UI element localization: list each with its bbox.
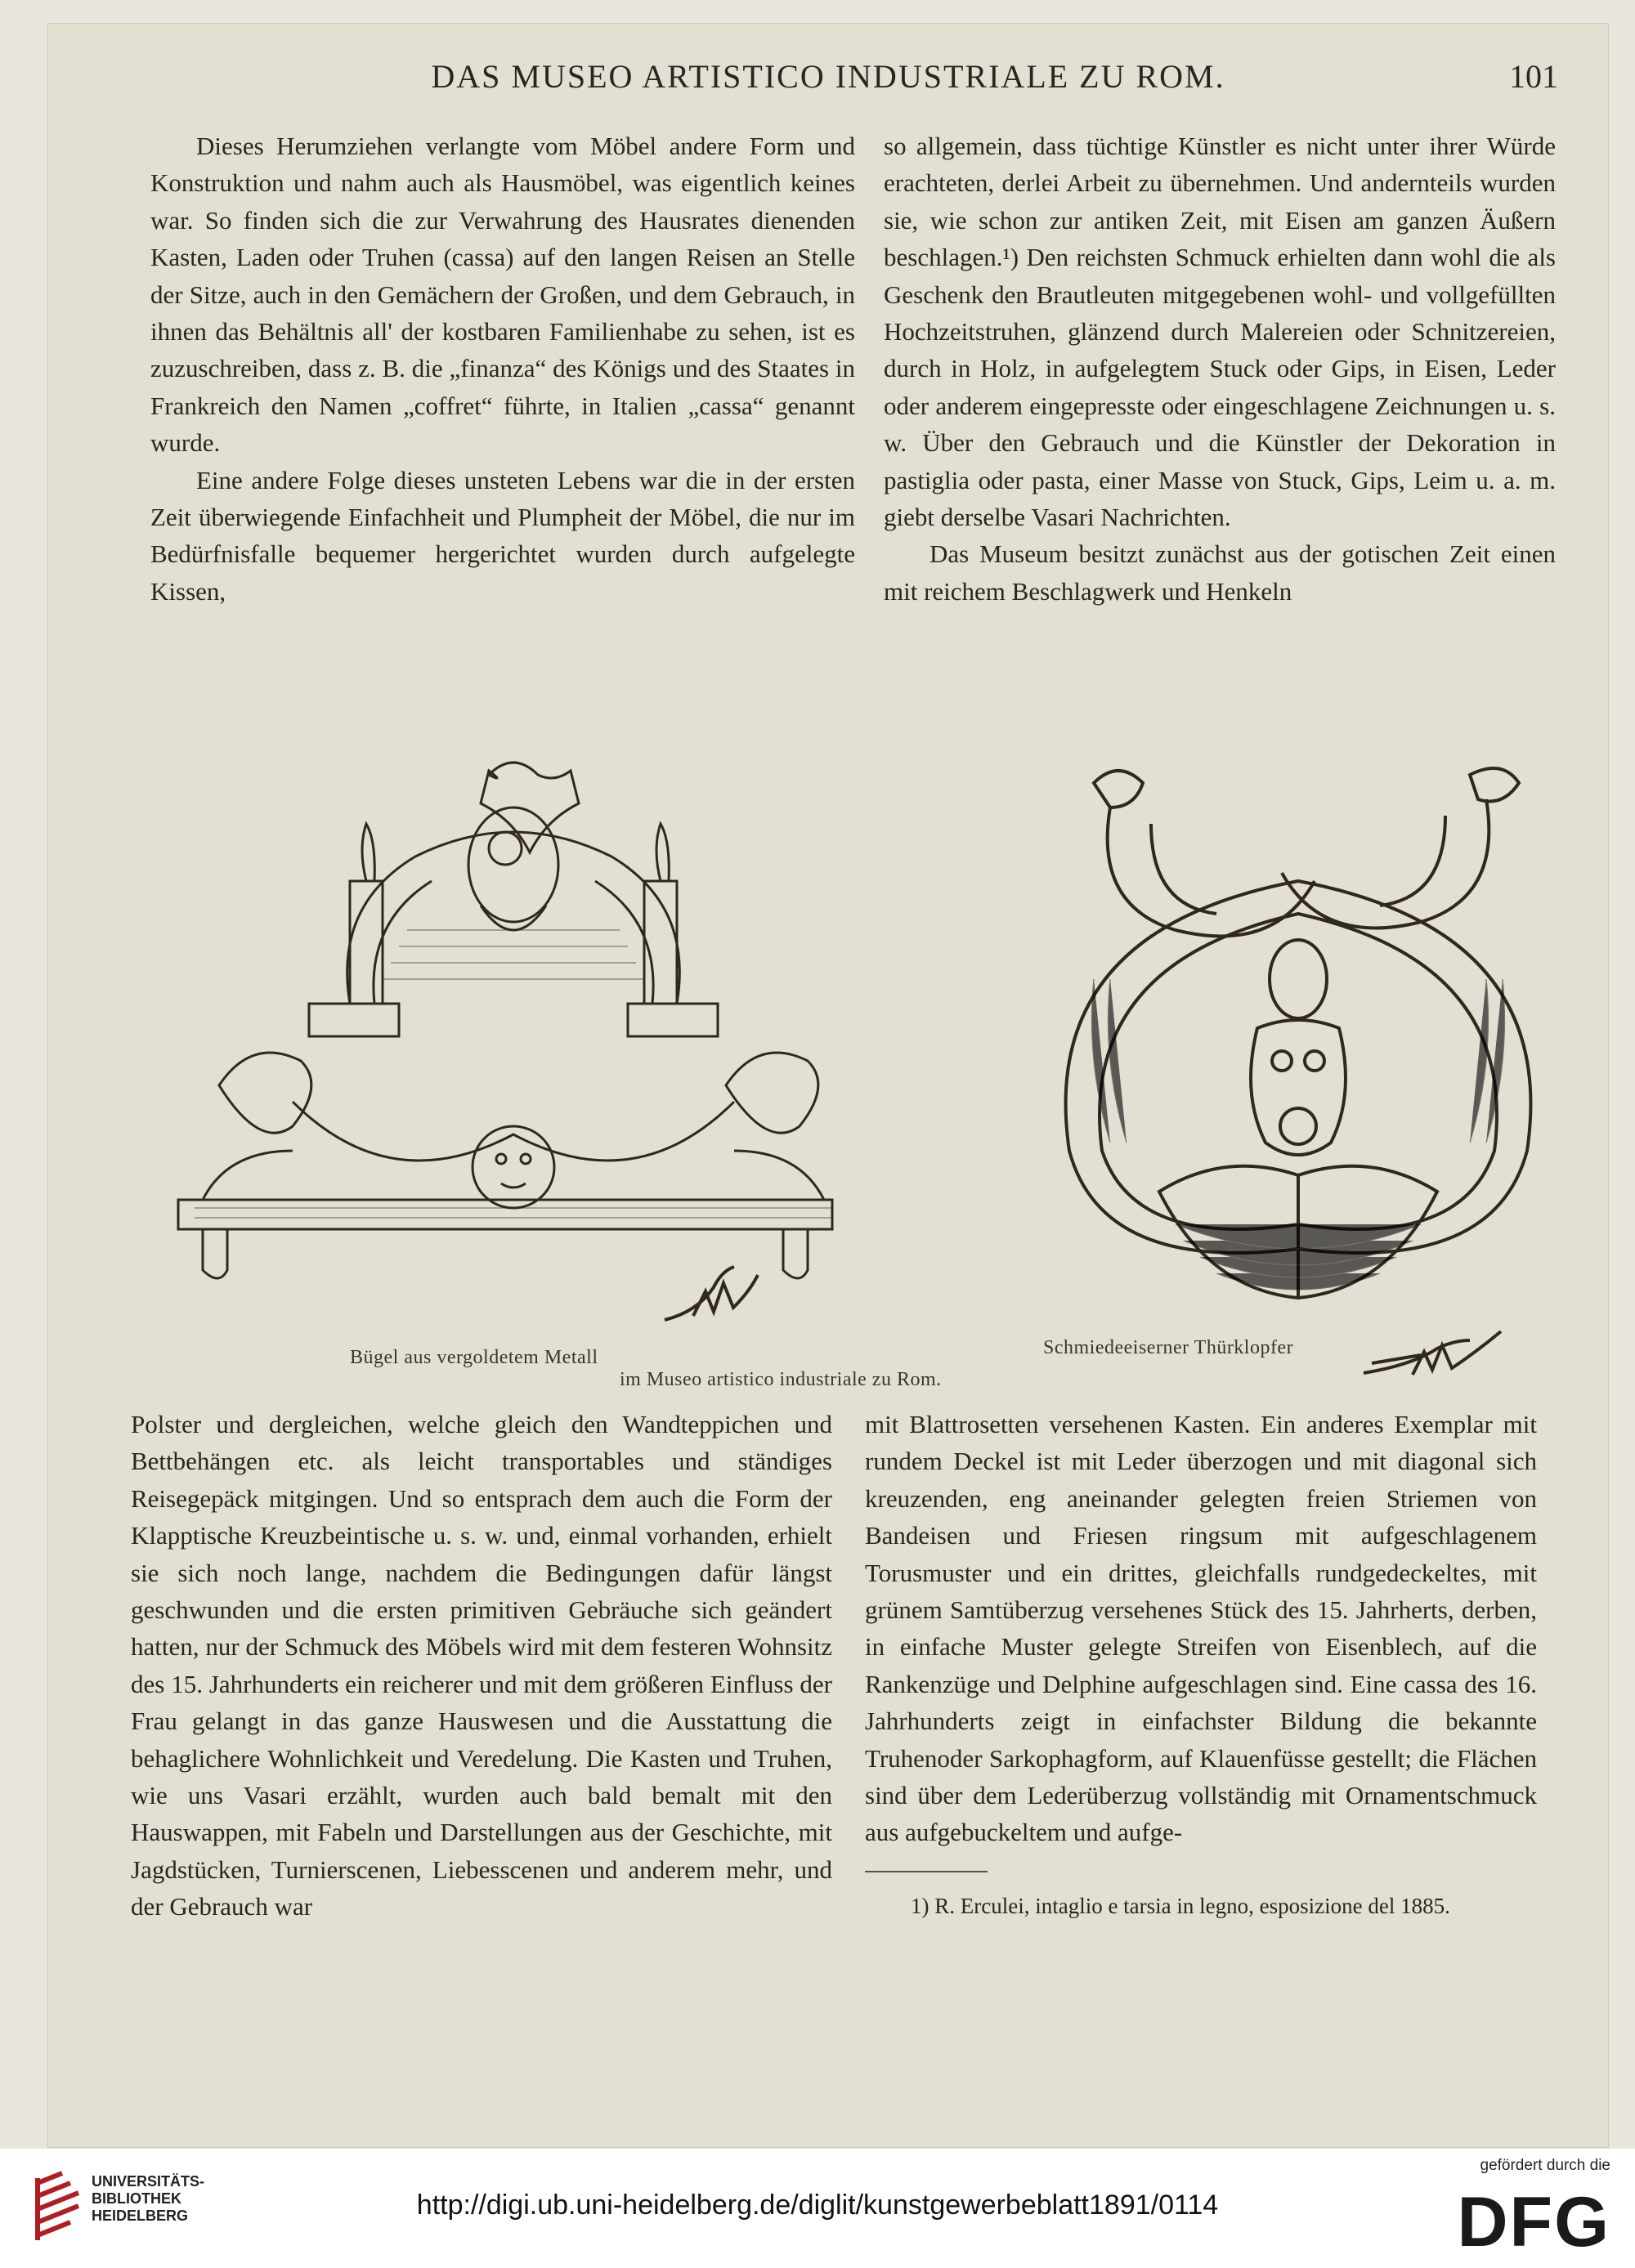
library-name: UNIVERSITÄTS- BIBLIOTHEK HEIDELBERG xyxy=(92,2173,205,2224)
text-column-bottom-left xyxy=(131,1406,832,1926)
paragraph: so allgemein, dass tüchtige Künstler es nicht unter ihrer Würde erachteten, derlei Arbeit zu übernehmen. Und andernteils wurden sie, wie schon zur antiken Zeit, mit Eisen am ganzen Äußern beschlagen.¹) Den reichsten Schmuck erhielten dann wohl die als Geschenk den Brautleuten mitgegebenen wohl- und vollgefüllten Hochzeitstruhen, glänzend durch Malereien oder Schnitzereien, durch in Holz, in aufgelegtem Stuck oder Gips, in Eisen, Leder oder anderem eingepresste oder eingeschlagene Zeichnungen u. s. w. Über den Gebrauch und die Künstler der Dekoration in pastiglia oder pasta, einer Masse von Stuck, Gips, Leim u. a. m. giebt derselbe Vasari Nachrichten. xyxy=(884,132,1556,532)
running-head xyxy=(47,57,1609,98)
footnote: 1) R. Erculei, intaglio e tarsia in legno, esposizione del 1885. xyxy=(911,1893,1450,1918)
paragraph: Das Museum besitzt zunächst aus der gotischen Zeit einen mit reichem Beschlagwerk und Henkeln xyxy=(884,539,1556,606)
viewer-footer xyxy=(0,2149,1635,2268)
paragraph: Eine andere Folge dieses unsteten Lebens war die in der ersten Zeit überwiegende Einfachheit und Plumpheit der Möbel, die nur im Bedürfnisfalle bequemer hergerichtet wurden durch aufgelegte Kissen, xyxy=(150,465,855,606)
paragraph: Dieses Herumziehen verlangte vom Möbel andere Form und Konstruktion und nahm auch als Hausmöbel, was eigentlich keines war. So finden sich die zur Verwahrung des Hausrates dienenden Kasten, Laden oder Truhen (cassa) auf den langen Reisen an Stelle der Sitze, auch in den Gemächern der Großen, und dem Gebrauch, in ihnen das Behältnis all' der kostbaren Familienhabe zu sehen, ist es zuzuschreiben, dass z. B. die „finanza“ des Königs und des Staates in Frankreich den Namen „coffret“ führte, in Italien „cassa“ genannt wurde. xyxy=(150,132,855,458)
artist-monogram xyxy=(1355,1324,1519,1389)
figure-caption-shared: im Museo artistico industriale zu Rom. xyxy=(620,1369,942,1390)
permalink-url[interactable]: http://digi.ub.uni-heidelberg.de/diglit/kunstgewerbeblatt1891/0114 xyxy=(416,2190,1219,2221)
paragraph: mit Blattrosetten versehenen Kasten. Ein anderes Exemplar mit rundem Deckel ist mit Leder überzogen und mit diagonal sich kreuzenden, eng aneinander gelegten freien Striemen von Bandeisen und Friesen ringsum mit aufgeschlagenem Torusmuster und ein drittes, gleichfalls rundgedeckeltes, mit grünem Samtüberzug versehenes Stück des 15. Jahrherts, derben, in einfache Muster gelegte Streifen von Eisenblech, auf die Rankenzüge und Delphine aufgeschlagen sind. Eine cassa des 16. Jahrhunderts zeigt in einfachster Bildung die bekannte Truhenoder Sarkophagform, auf Klauenfüsse gestellt; die Flächen sind über dem Lederüberzug vollständig mit Ornamentschmuck aus aufgebuckeltem und aufge- xyxy=(865,1410,1537,1847)
figure-caption-left: Bügel aus vergoldetem Metall xyxy=(350,1347,598,1368)
page-number: 101 xyxy=(1509,58,1558,95)
footnote-rule xyxy=(865,1871,988,1872)
door-knocker-illustration xyxy=(1012,734,1584,1322)
text-column-bottom-right xyxy=(865,1406,1537,1921)
book-page xyxy=(47,23,1609,2148)
paragraph: Polster und dergleichen, welche gleich den Wandteppichen und Bettbehängen etc. als leicht transportables und ständiges Reisegepäck mitgingen. Und so entsprach dem auch die Form der Klapptische Kreuzbeintische u. s. w. und, einmal vorhanden, erhielt sie sich noch lange, nachdem die Bedingungen dafür längst geschwunden und die ersten primitiven Gebräuche sich geändert hatten, nur der Schmuck des Möbels wird mit dem festeren Wohnsitz des 15. Jahrhunderts ein reicherer und mit dem größeren Einfluss der Frau gelangt in das ganze Hauswesen und die Ausstattung die behaglichere Wohnlichkeit und Veredelung. Die Kasten und Truhen, wie uns Vasari erzählt, wurden auch bald bemalt mit den Hauswappen, mit Fabeln und Darstellungen aus der Geschichte, mit Jagdstücken, Turnierscenen, Liebesscenen und anderem mehr, und der Gebrauch war xyxy=(131,1410,832,1921)
dfg-logo: DFG xyxy=(1457,2183,1610,2261)
funded-by-label: gefördert durch die xyxy=(1480,2157,1610,2174)
text-column-top-left xyxy=(150,127,855,610)
figure-caption-right: Schmiedeeiserner Thürklopfer xyxy=(1043,1337,1294,1358)
handle-illustration xyxy=(146,742,865,1314)
running-title: DAS MUSEO ARTISTICO INDUSTRIALE ZU ROM. xyxy=(431,58,1225,95)
text-column-top-right xyxy=(884,127,1556,610)
artist-monogram xyxy=(652,1259,775,1332)
